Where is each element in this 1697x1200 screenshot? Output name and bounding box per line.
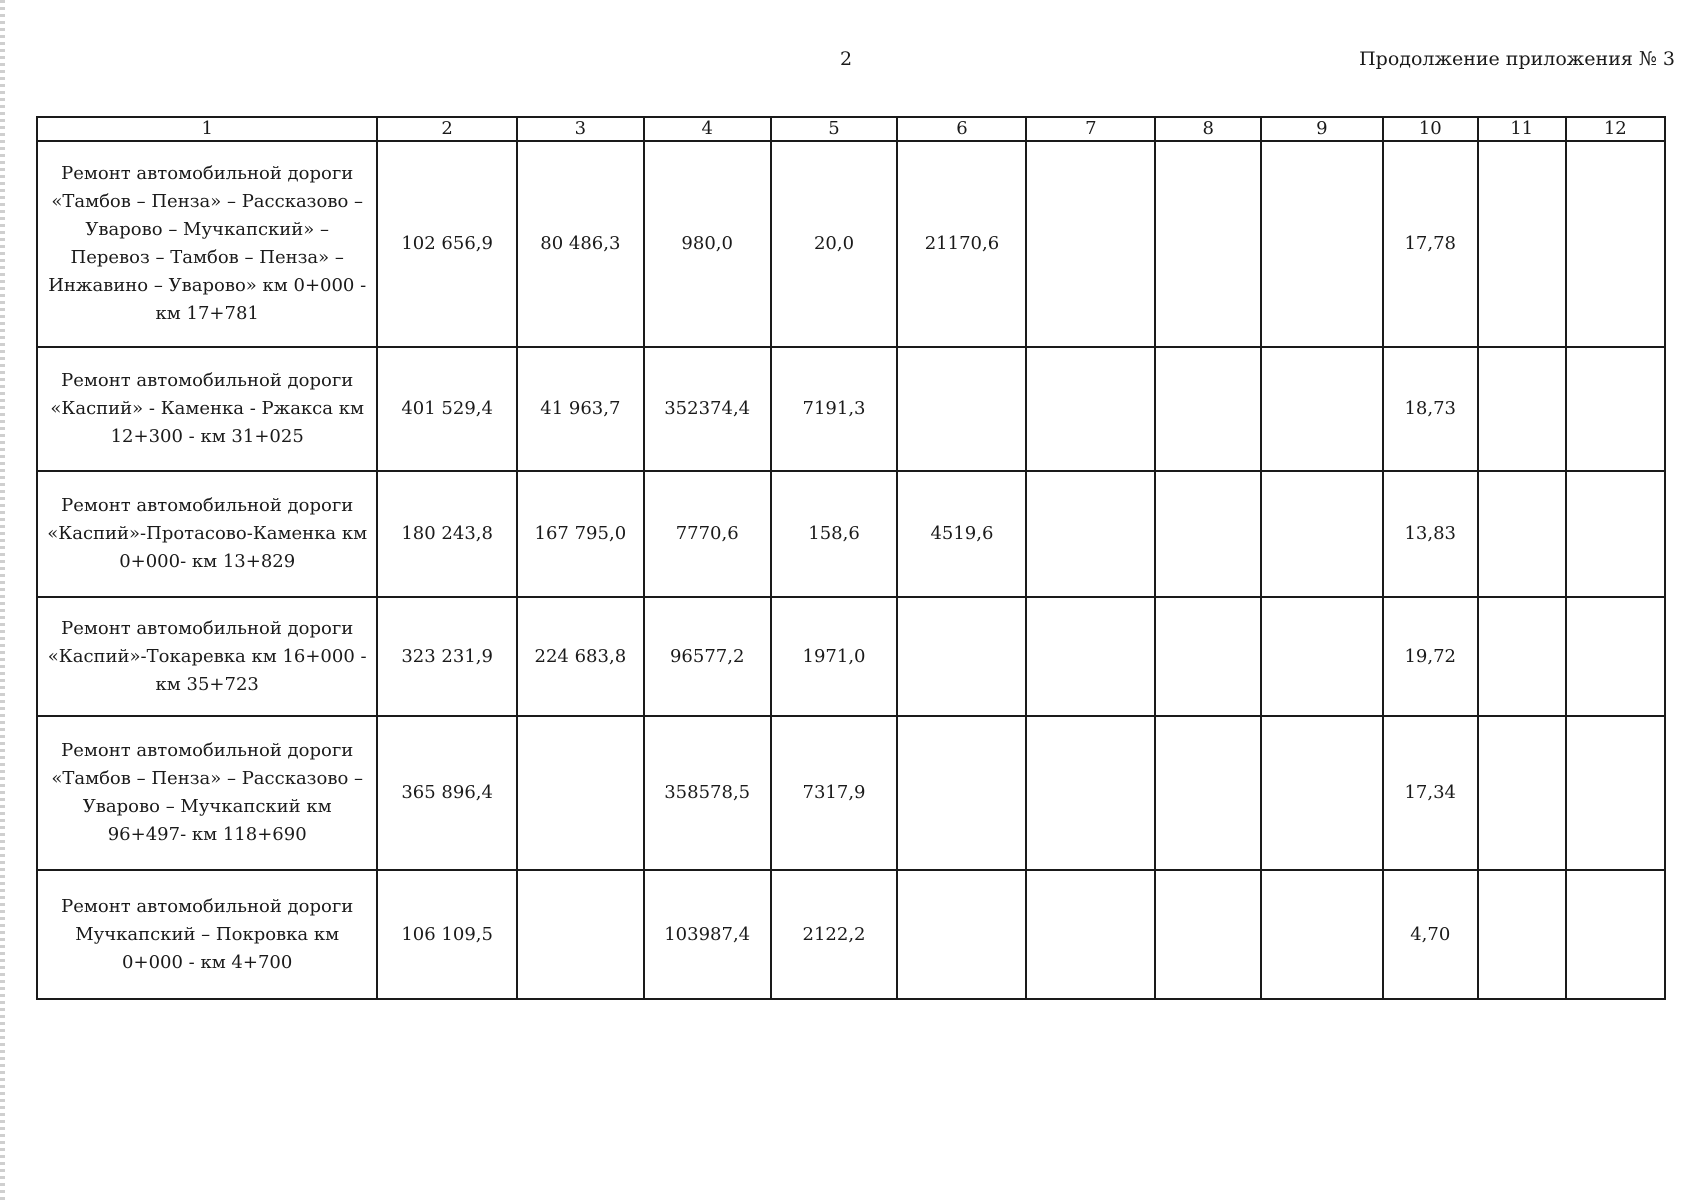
value-cell-col-8	[1155, 597, 1261, 716]
value-cell-col-7	[1026, 347, 1155, 471]
value-cell-col-2: 180 243,8	[377, 471, 517, 597]
table-row	[37, 141, 1665, 347]
value-cell-col-8	[1155, 347, 1261, 471]
column-number: 5	[771, 117, 898, 141]
value-cell-col-2: 106 109,5	[377, 870, 517, 999]
page-number: 2	[840, 48, 853, 70]
column-number: 6	[897, 117, 1026, 141]
value-cell-col-11	[1478, 471, 1566, 597]
value-cell-col-6	[897, 347, 1026, 471]
column-number: 11	[1478, 117, 1566, 141]
value-cell-col-7	[1026, 597, 1155, 716]
value-cell-col-6: 4519,6	[897, 471, 1026, 597]
column-number: 9	[1261, 117, 1383, 141]
value-cell-col-2: 365 896,4	[377, 716, 517, 870]
value-cell-col-7	[1026, 471, 1155, 597]
value-cell-col-12	[1566, 471, 1665, 597]
value-cell-col-3: 224 683,8	[517, 597, 644, 716]
value-cell-col-10: 19,72	[1383, 597, 1478, 716]
value-cell-col-3	[517, 870, 644, 999]
column-number: 1	[37, 117, 377, 141]
road-name-cell: Ремонт автомобильной дороги «Тамбов – Пенза» – Рассказово – Уварово – Мучкапский» – Перевоз – Тамбов – Пенза» – Инжавино – Уварово» км 0+000 - км 17+781	[37, 141, 377, 347]
value-cell-col-8	[1155, 870, 1261, 999]
value-cell-col-4: 96577,2	[644, 597, 771, 716]
value-cell-col-11	[1478, 716, 1566, 870]
value-cell-col-6	[897, 870, 1026, 999]
table-body	[37, 117, 1665, 999]
value-cell-col-12	[1566, 870, 1665, 999]
value-cell-col-5: 7191,3	[771, 347, 898, 471]
appendix-note: Продолжение приложения № 3	[1359, 48, 1675, 70]
value-cell-col-10: 17,34	[1383, 716, 1478, 870]
value-cell-col-9	[1261, 471, 1383, 597]
value-cell-col-7	[1026, 870, 1155, 999]
value-cell-col-9	[1261, 716, 1383, 870]
value-cell-col-5: 2122,2	[771, 870, 898, 999]
value-cell-col-5: 20,0	[771, 141, 898, 347]
value-cell-col-4: 7770,6	[644, 471, 771, 597]
table-row	[37, 716, 1665, 870]
road-name-cell: Ремонт автомобильной дороги Мучкапский – Покровка км 0+000 - км 4+700	[37, 870, 377, 999]
value-cell-col-11	[1478, 141, 1566, 347]
column-number: 2	[377, 117, 517, 141]
scan-edge	[0, 0, 5, 1200]
value-cell-col-4: 980,0	[644, 141, 771, 347]
value-cell-col-11	[1478, 597, 1566, 716]
table-row	[37, 471, 1665, 597]
value-cell-col-6	[897, 597, 1026, 716]
value-cell-col-8	[1155, 716, 1261, 870]
value-cell-col-5: 158,6	[771, 471, 898, 597]
value-cell-col-7	[1026, 141, 1155, 347]
value-cell-col-12	[1566, 716, 1665, 870]
value-cell-col-10: 18,73	[1383, 347, 1478, 471]
value-cell-col-11	[1478, 347, 1566, 471]
value-cell-col-5: 7317,9	[771, 716, 898, 870]
table-row	[37, 870, 1665, 999]
road-name-cell: Ремонт автомобильной дороги «Каспий» - Каменка - Ржакса км 12+300 - км 31+025	[37, 347, 377, 471]
value-cell-col-3: 167 795,0	[517, 471, 644, 597]
value-cell-col-4: 358578,5	[644, 716, 771, 870]
column-number: 8	[1155, 117, 1261, 141]
value-cell-col-2: 323 231,9	[377, 597, 517, 716]
road-name-cell: Ремонт автомобильной дороги «Каспий»-Протасово-Каменка км 0+000- км 13+829	[37, 471, 377, 597]
value-cell-col-3: 80 486,3	[517, 141, 644, 347]
value-cell-col-2: 401 529,4	[377, 347, 517, 471]
table-row	[37, 347, 1665, 471]
value-cell-col-2: 102 656,9	[377, 141, 517, 347]
value-cell-col-9	[1261, 870, 1383, 999]
column-number: 4	[644, 117, 771, 141]
value-cell-col-4: 352374,4	[644, 347, 771, 471]
value-cell-col-6	[897, 716, 1026, 870]
value-cell-col-4: 103987,4	[644, 870, 771, 999]
table-row	[37, 597, 1665, 716]
road-repair-table	[36, 116, 1666, 1000]
value-cell-col-9	[1261, 597, 1383, 716]
value-cell-col-12	[1566, 597, 1665, 716]
value-cell-col-9	[1261, 141, 1383, 347]
column-number: 10	[1383, 117, 1478, 141]
value-cell-col-12	[1566, 141, 1665, 347]
value-cell-col-10: 4,70	[1383, 870, 1478, 999]
value-cell-col-12	[1566, 347, 1665, 471]
column-number: 12	[1566, 117, 1665, 141]
road-name-cell: Ремонт автомобильной дороги «Тамбов – Пенза» – Рассказово – Уварово – Мучкапский км 96+497- км 118+690	[37, 716, 377, 870]
value-cell-col-8	[1155, 141, 1261, 347]
value-cell-col-11	[1478, 870, 1566, 999]
value-cell-col-10: 17,78	[1383, 141, 1478, 347]
value-cell-col-9	[1261, 347, 1383, 471]
value-cell-col-3: 41 963,7	[517, 347, 644, 471]
column-number-row	[37, 117, 1665, 141]
road-name-cell: Ремонт автомобильной дороги «Каспий»-Токаревка км 16+000 - км 35+723	[37, 597, 377, 716]
value-cell-col-8	[1155, 471, 1261, 597]
value-cell-col-5: 1971,0	[771, 597, 898, 716]
value-cell-col-6: 21170,6	[897, 141, 1026, 347]
value-cell-col-7	[1026, 716, 1155, 870]
value-cell-col-3	[517, 716, 644, 870]
column-number: 7	[1026, 117, 1155, 141]
value-cell-col-10: 13,83	[1383, 471, 1478, 597]
column-number: 3	[517, 117, 644, 141]
